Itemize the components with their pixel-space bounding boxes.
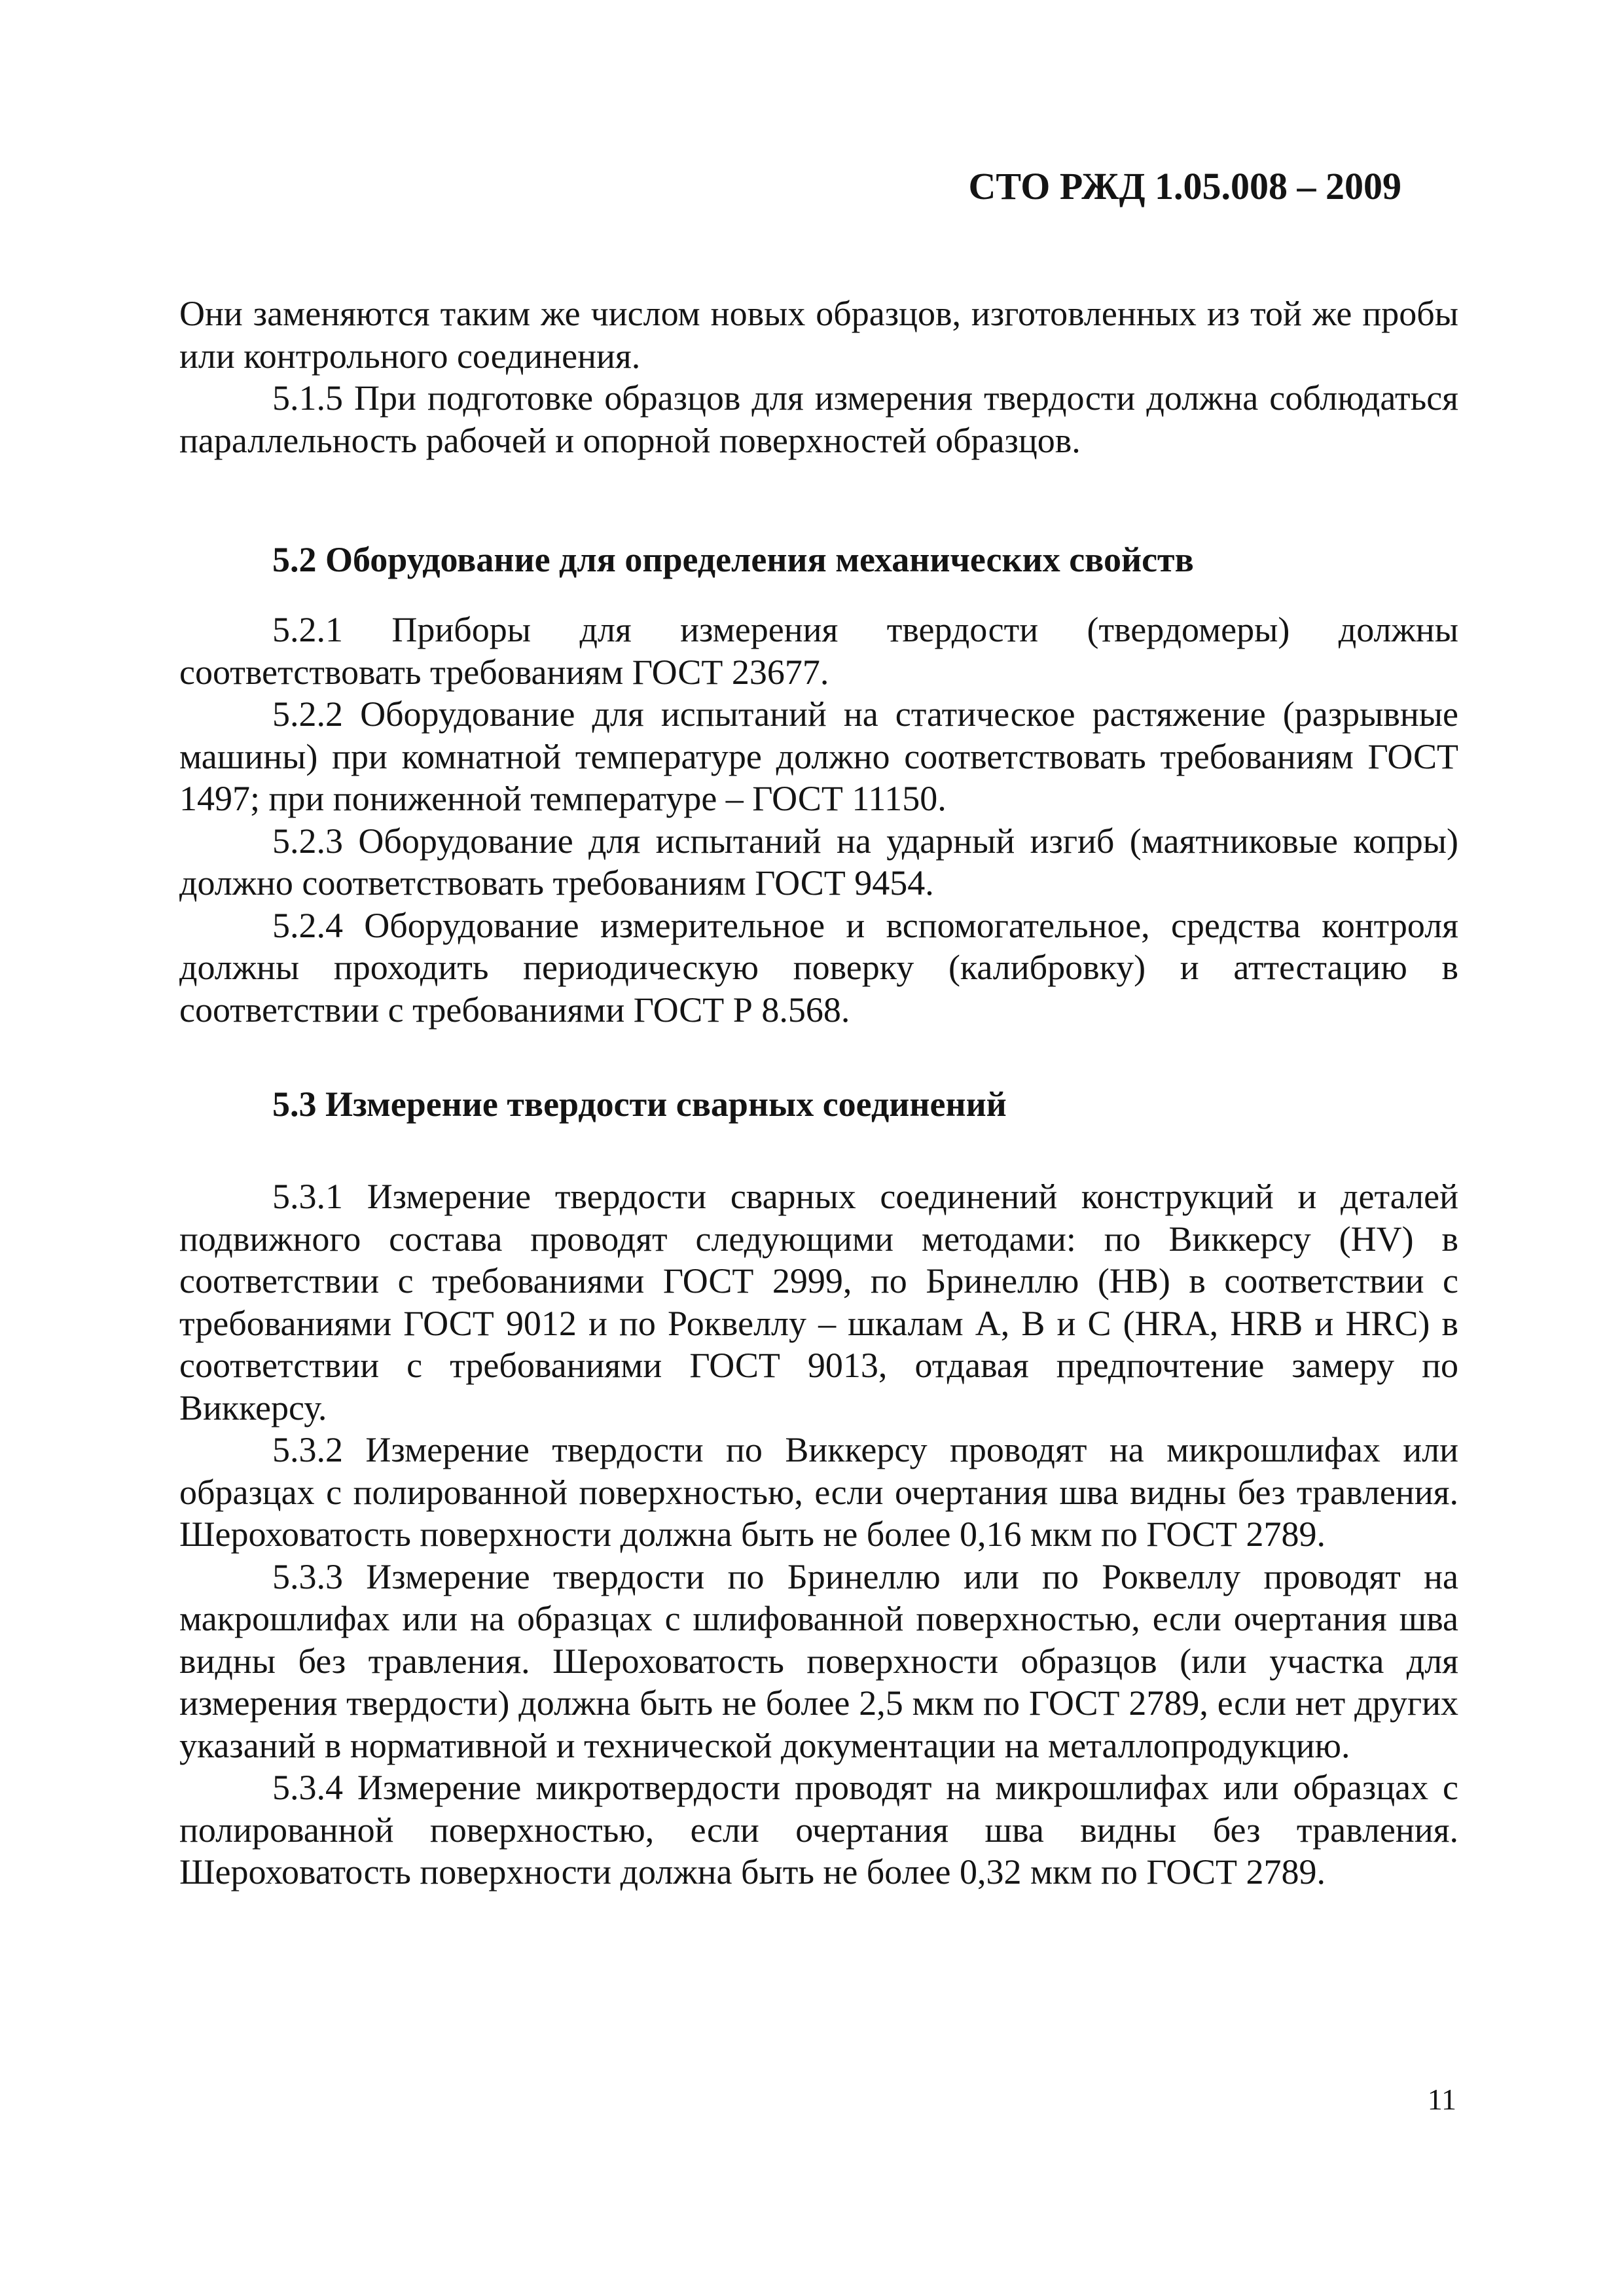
page-number: 11	[1427, 2083, 1456, 2116]
clause-5-2-3: 5.2.3 Оборудование для испытаний на ударный изгиб (маятниковые копры) должно соответствовать требованиям ГОСТ 9454.	[179, 821, 1458, 903]
continuation-paragraph: Они заменяются таким же числом новых образцов, изготовленных из той же пробы или контрольного соединения.	[179, 294, 1458, 376]
clause-5-3-1: 5.3.1 Измерение твердости сварных соединений конструкций и деталей подвижного состава проводят следующими методами: по Виккерсу (HV) в соответствии с требованиями ГОСТ 2999, по Бринеллю (НВ) в соответствии с требованиями ГОСТ 9012 и по Роквеллу – шкалам А, В и С (HRA, HRB и HRC) в соответствии с требованиями ГОСТ 9013, отдавая предпочтение замеру по Виккерсу.	[179, 1177, 1458, 1427]
clause-5-2-1: 5.2.1 Приборы для измерения твердости (твердомеры) должны соответствовать требованиям ГОСТ 23677.	[179, 610, 1458, 692]
clause-5-3-4: 5.3.4 Измерение микротвердости проводят на микрошлифах или образцах с полированной поверхностью, если очертания шва видны без травления. Шероховатость поверхности должна быть не более 0,32 мкм по ГОСТ 2789.	[179, 1768, 1458, 1892]
section-5-3-body	[179, 1175, 1458, 1893]
clause-5-3-2: 5.3.2 Измерение твердости по Виккерсу проводят на микрошлифах или образцах с полированной поверхностью, если очертания шва видны без травления. Шероховатость поверхности должна быть не более 0,16 мкм по ГОСТ 2789.	[179, 1430, 1458, 1554]
section-heading-5-3: 5.3 Измерение твердости сварных соединений	[272, 1085, 1007, 1124]
document-code: СТО РЖД 1.05.008 – 2009	[968, 165, 1401, 207]
clause-5-3-3: 5.3.3 Измерение твердости по Бринеллю или по Роквеллу проводят на макрошлифах или на образцах с шлифованной поверхностью, если очертания шва видны без травления. Шероховатость поверхности образцов (или участка для измерения твердости) должна быть не более 2,5 мкм по ГОСТ 2789, если нет других указаний в нормативной и технической документации на металлопродукцию.	[179, 1556, 1458, 1765]
intro-text	[179, 293, 1458, 461]
section-heading-5-2: 5.2 Оборудование для определения механических свойств	[272, 540, 1194, 579]
clause-5-1-5: 5.1.5 При подготовке образцов для измерения твердости должна соблюдаться параллельность рабочей и опорной поверхностей образцов.	[179, 378, 1458, 460]
clause-5-2-4: 5.2.4 Оборудование измерительное и вспомогательное, средства контроля должны проходить периодическую поверку (калибровку) и аттестацию в соответствии с требованиями ГОСТ Р 8.568.	[179, 905, 1458, 1030]
clause-5-2-2: 5.2.2 Оборудование для испытаний на статическое растяжение (разрывные машины) при комнатной температуре должно соответствовать требованиям ГОСТ 1497; при пониженной температуре – ГОСТ 11150.	[179, 694, 1458, 818]
section-5-2-body	[179, 609, 1458, 1031]
